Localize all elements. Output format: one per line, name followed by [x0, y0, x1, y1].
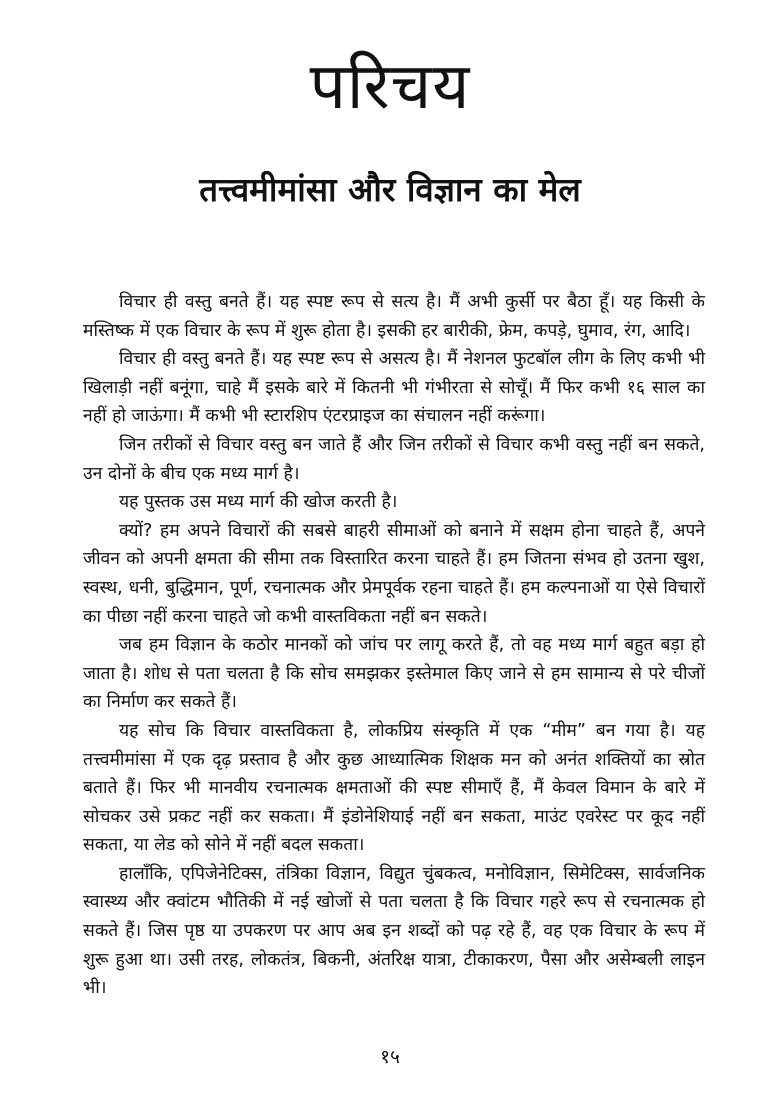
chapter-subtitle: तत्त्वमीमांसा और विज्ञान का मेल	[199, 170, 581, 209]
paragraph: विचार ही वस्तु बनते हैं। यह स्पष्ट रूप से सत्य है। मैं अभी कुर्सी पर बैठा हूँ। यह किसी के मस्तिष्क में एक विचार के रूप में शुरू होता है। इसकी हर बारीकी, फ्रेम, कपड़े, घुमाव, रंग, आदि।	[83, 292, 705, 341]
page-number: १५	[380, 1046, 400, 1068]
chapter-title: परिचय	[309, 50, 471, 124]
paragraph: क्यों? हम अपने विचारों की सबसे बाहरी सीमाओं को बनाने में सक्षम होना चाहते हैं, अपने जीवन को अपनी क्षमता की सीमा तक विस्तारित करना चाहते हैं। हम जितना संभव हो उतना खुश, स्वस्थ, धनी, बुद्धिमान, पूर्ण, रचनात्मक और प्रेमपूर्वक रहना चाहते हैं। हम कल्पनाओं या ऐसे विचारों का पीछा नहीं करना चाहते जो कभी वास्तविकता नहीं बन सकते।	[83, 520, 705, 627]
paragraph: हालाँकि, एपिजेनेटिक्स, तंत्रिका विज्ञान, विद्युत चुंबकत्व, मनोविज्ञान, सिमेटिक्स, सार्वजनिक स्वास्थ्य और क्वांटम भौतिकी में नई खोजों से पता चलता है कि विचार गहरे रूप से रचनात्मक हो सकते हैं। जिस पृष्ठ या उपकरण पर आप अब इन शब्दों को पढ़ रहे हैं, वह एक विचार के रूप में शुरू हुआ था। उसी तरह, लोकतंत्र, बिकनी, अंतरिक्ष यात्रा, टीकाकरण, पैसा और असेम्बली लाइन भी।	[83, 863, 705, 999]
paragraph: विचार ही वस्तु बनते हैं। यह स्पष्ट रूप से असत्य है। मैं नेशनल फुटबॉल लीग के लिए कभी भी खिलाड़ी नहीं बनूंगा, चाहे मैं इसके बारे में कितनी भी गंभीरता से सोचूँ। मैं फिर कभी १६ साल का नहीं हो जाऊंगा। मैं कभी भी स्टारशिप एंटरप्राइज का संचालन नहीं करूंगा।	[83, 349, 705, 427]
paragraph: जब हम विज्ञान के कठोर मानकों को जांच पर लागू करते हैं, तो वह मध्य मार्ग बहुत बड़ा हो जाता है। शोध से पता चलता है कि सोच समझकर इस्तेमाल किए जाने से हम सामान्य से परे चीजों का निर्माण कर सकते हैं।	[83, 635, 705, 713]
body-text	[83, 288, 705, 1003]
paragraph: यह पुस्तक उस मध्य मार्ग की खोज करती है।	[119, 492, 398, 513]
paragraph: यह सोच कि विचार वास्तविकता है, लोकप्रिय संस्कृति में एक “मीम” बन गया है। यह तत्त्वमीमांसा में एक दृढ़ प्रस्ताव है और कुछ आध्यात्मिक शिक्षक मन को अनंत शक्तियों का स्रोत बताते हैं। फिर भी मानवीय रचनात्मक क्षमताओं की स्पष्ट सीमाएँ हैं, मैं केवल विमान के बारे में सोचकर उसे प्रकट नहीं कर सकता। मैं इंडोनेशियाई नहीं बन सकता, माउंट एवरेस्ट पर कूद नहीं सकता, या लेड को सोने में नहीं बदल सकता।	[83, 720, 705, 856]
paragraph: जिन तरीकों से विचार वस्तु बन जाते हैं और जिन तरीकों से विचार कभी वस्तु नहीं बन सकते, उन दोनों के बीच एक मध्य मार्ग है।	[83, 434, 705, 484]
